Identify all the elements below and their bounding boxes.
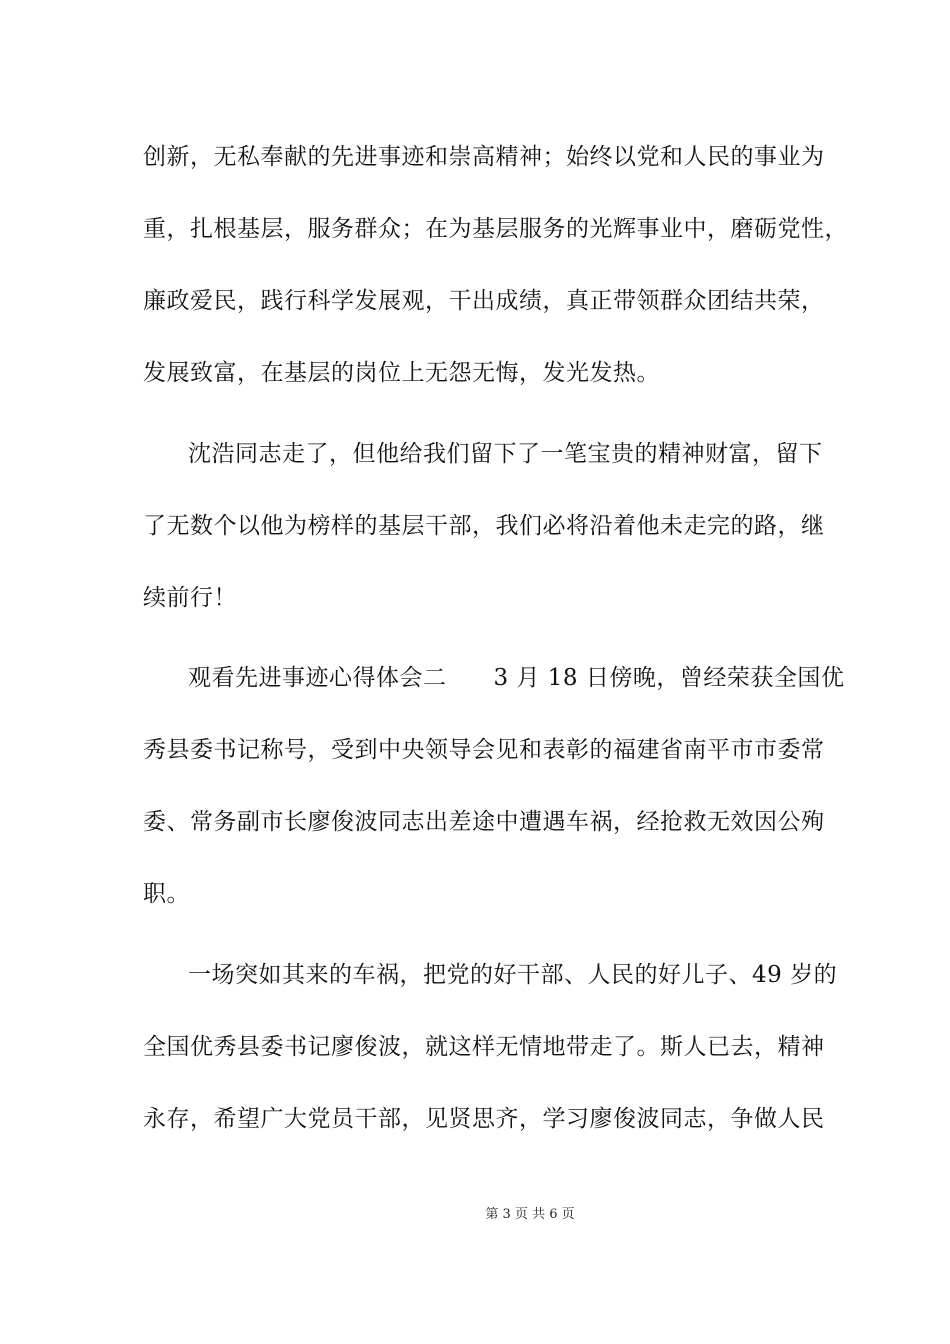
paragraph-line: 沈浩同志走了，但他给我们留下了一笔宝贵的精神财富，留下 <box>188 441 823 467</box>
paragraph-line: 职。 <box>143 881 190 907</box>
paragraph-line: 全国优秀县委书记廖俊波，就这样无情地带走了。斯人已去，精神 <box>143 1034 825 1060</box>
page-number-footer: 第 3 页 共 6 页 <box>485 1207 575 1222</box>
paragraph-line: 委、常务副市长廖俊波同志出差途中遭遇车祸，经抢救无效因公殉 <box>143 809 825 835</box>
paragraph-line: 秀县委书记称号，受到中央领导会见和表彰的福建省南平市市委常 <box>143 737 825 763</box>
paragraph-line: 廉政爱民，践行科学发展观，干出成绩，真正带领群众团结共荣， <box>143 288 825 314</box>
paragraph-line: 重，扎根基层，服务群众；在为基层服务的光辉事业中，磨砺党性， <box>143 216 848 242</box>
paragraph-line: 发展致富，在基层的岗位上无怨无悔，发光发热。 <box>143 360 660 386</box>
paragraph-line: 了无数个以他为榜样的基层干部，我们必将沿着他未走完的路，继 <box>143 513 825 539</box>
paragraph-line: 创新，无私奉献的先进事迹和崇高精神；始终以党和人民的事业为 <box>143 144 825 170</box>
paragraph-line: 续前行！ <box>143 585 237 611</box>
paragraph-line: 观看先进事迹心得体会二 3 月 18 日傍晚，曾经荣获全国优 <box>188 665 845 691</box>
paragraph-line: 一场突如其来的车祸，把党的好干部、人民的好儿子、49 岁的 <box>188 962 838 988</box>
paragraph-line: 永存，希望广大党员干部，见贤思齐，学习廖俊波同志，争做人民 <box>143 1106 825 1132</box>
